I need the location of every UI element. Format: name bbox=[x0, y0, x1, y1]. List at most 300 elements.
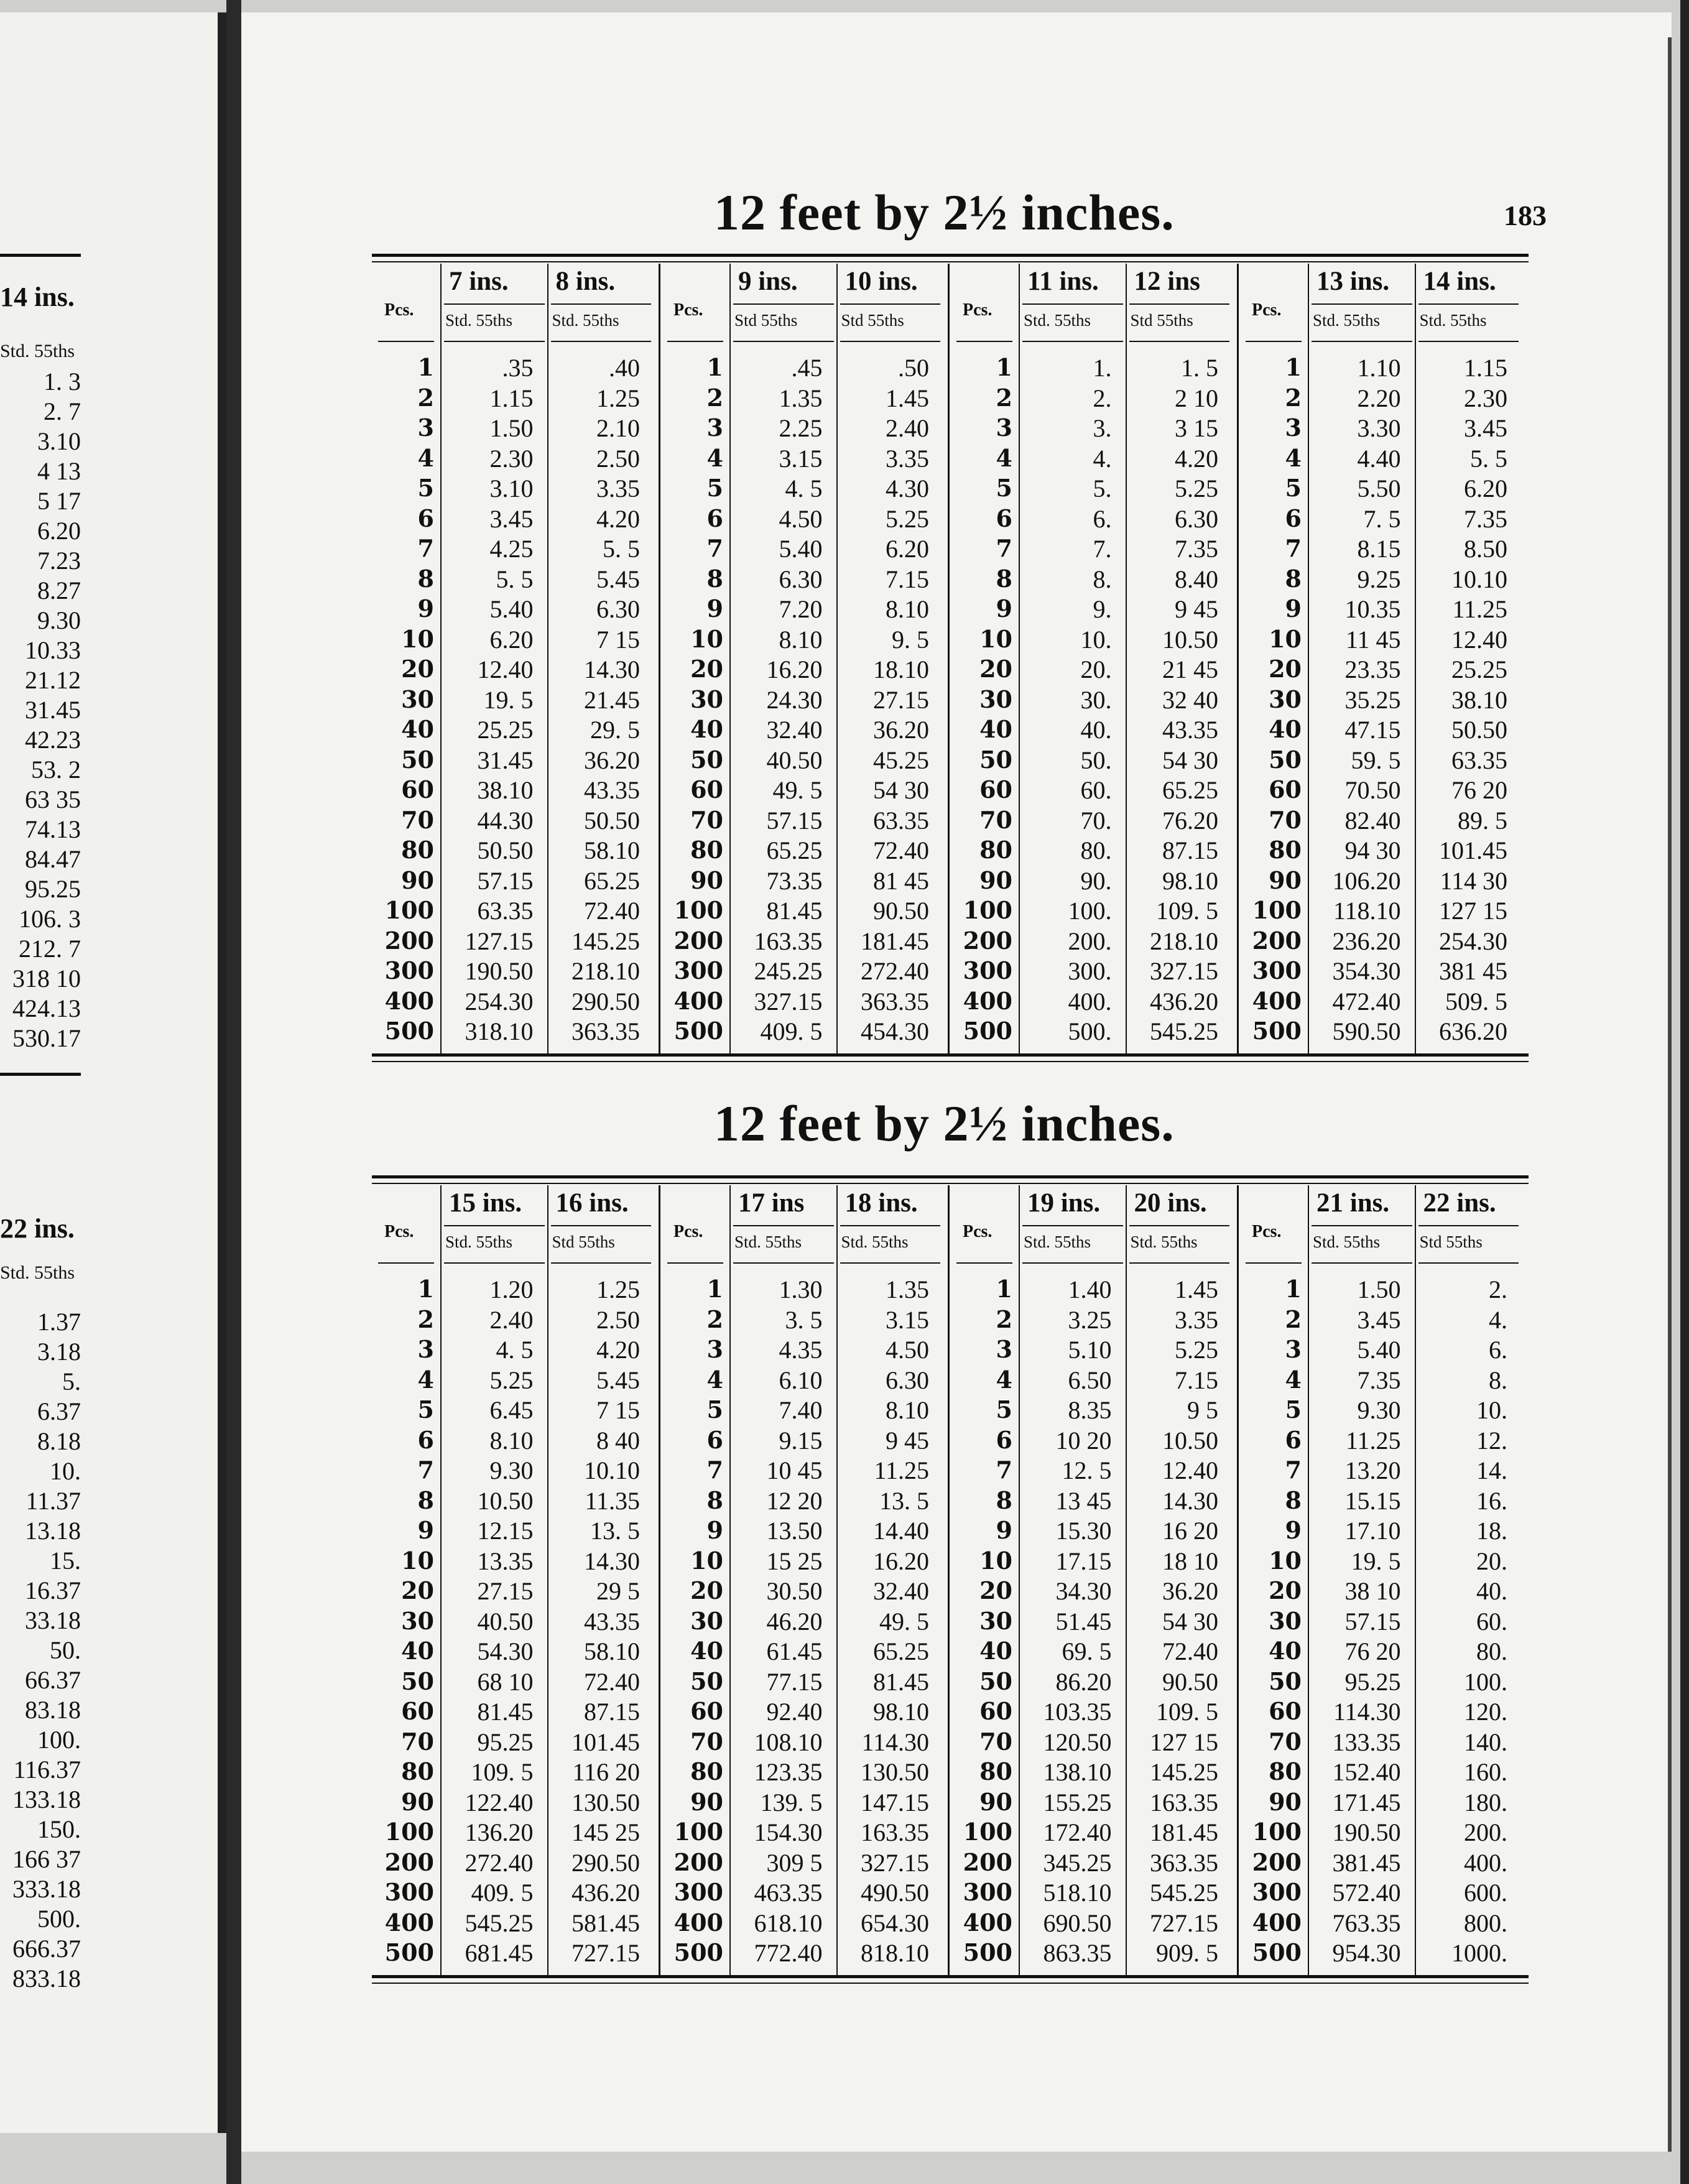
top-pcs-cell: 3 bbox=[996, 414, 1012, 442]
top-column-header-rule bbox=[840, 303, 941, 305]
top-table-cell: 1.15 bbox=[489, 384, 534, 412]
top-table-cell: 6.20 bbox=[1464, 474, 1507, 502]
bottom-pcs-cell: 30 bbox=[1269, 1606, 1302, 1635]
top-table-cell: 81.45 bbox=[766, 897, 823, 925]
top-table-cell: 4.30 bbox=[886, 474, 929, 502]
bottom-table-cell: 12. 5 bbox=[1062, 1456, 1112, 1484]
bottom-table-cell: 72.40 bbox=[584, 1667, 640, 1696]
top-pcs-cell: 200 bbox=[1252, 926, 1302, 955]
bottom-pcs-cell: 40 bbox=[690, 1637, 723, 1665]
bottom-table-cell: 40.50 bbox=[477, 1607, 534, 1636]
bottom-table-cell: 1.35 bbox=[886, 1275, 929, 1303]
bottom-table-cell: 95.25 bbox=[477, 1728, 534, 1756]
top-pcs-cell: 400 bbox=[384, 986, 434, 1015]
top-pcs-cell: 50 bbox=[1269, 745, 1302, 774]
bottom-table-cell: 727.15 bbox=[1150, 1909, 1218, 1937]
bottom-table-cell: 581.45 bbox=[571, 1909, 640, 1937]
top-table-cell: 245.25 bbox=[754, 957, 823, 985]
bottom-table-cell: 38 10 bbox=[1344, 1577, 1401, 1605]
bottom-pcs-cell: 7 bbox=[417, 1456, 434, 1484]
bottom-table-cell: 13 45 bbox=[1055, 1486, 1112, 1515]
top-table-cell: 109. 5 bbox=[1156, 897, 1218, 925]
left-bottom-subheader: Std. 55ths bbox=[0, 1262, 75, 1283]
bottom-table-cell: 409. 5 bbox=[471, 1879, 534, 1907]
bottom-table-cell: 618.10 bbox=[754, 1909, 823, 1937]
bottom-table-cell: 15.15 bbox=[1344, 1486, 1401, 1515]
top-table-cell: 1.45 bbox=[886, 384, 929, 412]
bottom-pcs-cell: 100 bbox=[963, 1818, 1012, 1846]
top-pcs-cell: 5 bbox=[1285, 474, 1302, 502]
top-pcs-cell: 5 bbox=[996, 474, 1012, 502]
bottom-pcs-cell: 10 bbox=[401, 1546, 434, 1575]
top-column-header-rule bbox=[444, 303, 545, 305]
bottom-pcs-cell: 100 bbox=[1252, 1818, 1302, 1846]
bottom-table-cell: 11.25 bbox=[874, 1456, 929, 1484]
top-pcs-cell: 1 bbox=[996, 353, 1012, 381]
top-column-header: 11 ins. bbox=[1027, 267, 1099, 296]
top-column-header: 13 ins. bbox=[1316, 267, 1390, 296]
top-column-subheader-rule bbox=[444, 341, 545, 342]
top-table-cell: 363.35 bbox=[571, 1017, 640, 1045]
top-table-cell: 218.10 bbox=[1150, 927, 1218, 955]
left-top-value: 5 17 bbox=[37, 487, 81, 515]
top-pcs-cell: 40 bbox=[690, 715, 723, 743]
bottom-pcs-cell: 10 bbox=[690, 1546, 723, 1575]
top-table-cell: 590.50 bbox=[1332, 1017, 1401, 1045]
top-table-cell: .45 bbox=[791, 354, 823, 382]
left-bottom-value: 8.18 bbox=[37, 1427, 81, 1455]
top-pcs-cell: 2 bbox=[996, 383, 1012, 412]
top-column-header-rule bbox=[1022, 303, 1123, 305]
bottom-table-cell: 13.20 bbox=[1344, 1456, 1401, 1484]
top-group-divider bbox=[948, 264, 950, 1053]
left-bottom-value: 83.18 bbox=[25, 1696, 81, 1724]
left-bottom-value: 100. bbox=[37, 1726, 81, 1754]
top-table-cell: 3. bbox=[1093, 414, 1112, 442]
bottom-pcs-cell: 5 bbox=[1285, 1395, 1302, 1423]
left-top-value: 106. 3 bbox=[19, 905, 81, 933]
bottom-pcs-cell: 90 bbox=[979, 1787, 1012, 1816]
bottom-table-cell: 7.35 bbox=[1357, 1366, 1401, 1394]
bottom-table-cell: 13.50 bbox=[766, 1517, 823, 1545]
bottom-table-cell: 130.50 bbox=[571, 1788, 640, 1816]
top-pcs-cell: 40 bbox=[401, 715, 434, 743]
top-table-cell: 43.35 bbox=[584, 776, 640, 804]
bottom-top-rule-1 bbox=[372, 1175, 1529, 1178]
top-table-cell: 145.25 bbox=[571, 927, 640, 955]
top-pcs-cell: 30 bbox=[401, 685, 434, 713]
bottom-table-cell: 18. bbox=[1476, 1517, 1507, 1545]
top-table-cell: 36.20 bbox=[873, 716, 929, 744]
top-table-cell: 5.40 bbox=[779, 535, 823, 563]
bottom-pcs-cell: 100 bbox=[673, 1818, 723, 1846]
top-table-cell: 5. bbox=[1093, 474, 1112, 502]
top-pcs-cell: 500 bbox=[1252, 1017, 1302, 1045]
bottom-pcs-cell: 2 bbox=[706, 1305, 723, 1333]
bottom-top-rule-2 bbox=[372, 1183, 1529, 1184]
bottom-table-cell: 81.45 bbox=[873, 1667, 929, 1696]
bottom-table-cell: 101.45 bbox=[571, 1728, 640, 1756]
bottom-table-cell: 46.20 bbox=[766, 1607, 823, 1636]
bottom-table-cell: 14.40 bbox=[873, 1517, 929, 1545]
top-pcs-cell: 10 bbox=[979, 624, 1012, 653]
top-pcs-cell: 1 bbox=[417, 353, 434, 381]
top-table-cell: 45.25 bbox=[873, 746, 929, 774]
top-table-cell: 1. 5 bbox=[1181, 354, 1218, 382]
top-pcs-cell: 100 bbox=[1252, 896, 1302, 924]
bottom-pcs-cell: 300 bbox=[673, 1878, 723, 1906]
bottom-table-cell: 40. bbox=[1476, 1577, 1507, 1605]
top-table-cell: 5. 5 bbox=[1470, 444, 1507, 473]
bottom-column-header-rule bbox=[1312, 1225, 1412, 1226]
top-table-cell: 58.10 bbox=[584, 836, 640, 864]
top-table-cell: 9.25 bbox=[1357, 565, 1401, 593]
bottom-table-cell: 11.25 bbox=[1345, 1426, 1401, 1455]
top-pcs-cell: 20 bbox=[690, 655, 723, 683]
bottom-table-cell: 54 30 bbox=[1162, 1607, 1218, 1636]
bottom-column-subheader: Std. 55ths bbox=[841, 1233, 909, 1251]
bottom-table-cell: 9.30 bbox=[489, 1456, 534, 1484]
top-pcs-cell: 50 bbox=[690, 745, 723, 774]
bottom-table-cell: 8. bbox=[1489, 1366, 1507, 1394]
left-top-bottom-rule bbox=[0, 1073, 81, 1076]
top-column-subheader: Std. 55ths bbox=[1024, 311, 1091, 330]
left-bottom-value: 6.37 bbox=[37, 1397, 81, 1425]
bottom-column-header: 16 ins. bbox=[555, 1188, 629, 1218]
top-column-subheader: Std. 55ths bbox=[1313, 311, 1381, 330]
bottom-column-subheader: Std. 55ths bbox=[734, 1233, 802, 1251]
bottom-table-cell: 327.15 bbox=[861, 1848, 929, 1877]
bottom-table-cell: 272.40 bbox=[465, 1848, 534, 1877]
bottom-table-cell: 123.35 bbox=[754, 1758, 823, 1786]
bottom-table-cell: 98.10 bbox=[873, 1698, 929, 1726]
top-table-cell: 32 40 bbox=[1162, 685, 1218, 714]
bottom-pcs-cell: 4 bbox=[1285, 1365, 1302, 1394]
top-pcs-cell: 4 bbox=[996, 443, 1012, 472]
bottom-table-cell: 120.50 bbox=[1043, 1728, 1112, 1756]
top-table-cell: 363.35 bbox=[861, 987, 929, 1016]
top-table-cell: 4.20 bbox=[1175, 444, 1218, 473]
left-top-value: 318 10 bbox=[12, 965, 81, 993]
top-table-cell: 7.35 bbox=[1175, 535, 1218, 563]
bottom-table-cell: 19. 5 bbox=[1351, 1547, 1401, 1575]
page-number: 183 bbox=[1504, 200, 1547, 231]
top-pcs-cell: 90 bbox=[401, 866, 434, 894]
bottom-table-cell: 43.35 bbox=[584, 1607, 640, 1636]
page-title-bottom: 12 feet by 2½ inches. bbox=[714, 1095, 1175, 1152]
bottom-table-cell: 200. bbox=[1464, 1818, 1507, 1846]
top-column-subheader: Std 55ths bbox=[841, 311, 904, 330]
bottom-table-cell: 9.30 bbox=[1357, 1396, 1401, 1424]
bottom-table-cell: 172.40 bbox=[1043, 1818, 1112, 1846]
bottom-table-cell: 490.50 bbox=[861, 1879, 929, 1907]
bottom-table-cell: 545.25 bbox=[1150, 1879, 1218, 1907]
left-bottom-value: 1.37 bbox=[37, 1308, 81, 1336]
bottom-table-cell: 6.50 bbox=[1068, 1366, 1112, 1394]
bottom-pcs-cell: 30 bbox=[690, 1606, 723, 1635]
bottom-pcs-cell: 40 bbox=[979, 1637, 1012, 1665]
left-top-value: 424.13 bbox=[12, 994, 81, 1022]
top-table-cell: 73.35 bbox=[766, 866, 823, 895]
top-table-cell: 1.25 bbox=[596, 384, 640, 412]
top-table-cell: 23.35 bbox=[1344, 655, 1401, 683]
bottom-pcs-cell: 10 bbox=[979, 1546, 1012, 1575]
bottom-pcs-cell: 50 bbox=[1269, 1667, 1302, 1695]
top-pcs-cell: 7 bbox=[417, 534, 434, 562]
left-bottom-value: 333.18 bbox=[12, 1875, 81, 1903]
top-table-cell: .35 bbox=[502, 354, 534, 382]
bottom-pcs-cell: 5 bbox=[417, 1395, 434, 1423]
bottom-table-cell: 116 20 bbox=[572, 1758, 640, 1786]
bottom-table-cell: 4. 5 bbox=[496, 1336, 534, 1364]
bottom-table-cell: 2. bbox=[1489, 1275, 1507, 1303]
top-pcs-cell: 6 bbox=[706, 504, 723, 532]
left-top-value: 4 13 bbox=[37, 457, 81, 485]
bottom-table-cell: 72.40 bbox=[1162, 1637, 1218, 1665]
bottom-table-cell: 154.30 bbox=[754, 1818, 823, 1846]
top-table-cell: 65.25 bbox=[1162, 776, 1218, 804]
top-table-cell: 3.45 bbox=[489, 504, 534, 533]
left-top-value: 53. 2 bbox=[31, 756, 81, 784]
top-table-cell: 354.30 bbox=[1332, 957, 1401, 985]
bottom-table-cell: 381.45 bbox=[1332, 1848, 1401, 1877]
top-pcs-cell: 20 bbox=[401, 655, 434, 683]
top-group-divider bbox=[1237, 264, 1239, 1053]
bottom-pcs-cell: 8 bbox=[706, 1486, 723, 1514]
top-pcs-cell: 100 bbox=[963, 896, 1012, 924]
left-top-value: 31.45 bbox=[25, 696, 81, 724]
top-pcs-cell: 5 bbox=[417, 474, 434, 502]
top-pcs-rule bbox=[378, 341, 434, 342]
top-pcs-cell: 80 bbox=[979, 836, 1012, 864]
bottom-pcs-cell: 30 bbox=[401, 1606, 434, 1635]
bottom-table-cell: 654.30 bbox=[861, 1909, 929, 1937]
left-top-value: 95.25 bbox=[25, 875, 81, 903]
bottom-table-cell: 12 20 bbox=[766, 1486, 823, 1515]
top-table-cell: 2.50 bbox=[596, 444, 640, 473]
top-pcs-cell: 100 bbox=[384, 896, 434, 924]
page-title-top: 12 feet by 2½ inches. bbox=[714, 184, 1175, 241]
bottom-table-cell: 103.35 bbox=[1043, 1698, 1112, 1726]
top-table-cell: 32.40 bbox=[766, 716, 823, 744]
top-table-cell: 4.40 bbox=[1357, 444, 1401, 473]
top-table-cell: 49. 5 bbox=[772, 776, 823, 804]
bottom-table-cell: 86.20 bbox=[1055, 1667, 1112, 1696]
top-pcs-cell: 6 bbox=[1285, 504, 1302, 532]
top-table-cell: 127.15 bbox=[465, 927, 534, 955]
top-column-subheader-rule bbox=[1022, 341, 1123, 342]
bottom-bottom-rule-1 bbox=[372, 1975, 1529, 1978]
top-table-cell: 190.50 bbox=[465, 957, 534, 985]
top-pcs-cell: 400 bbox=[963, 986, 1012, 1015]
top-table-cell: 7.20 bbox=[779, 595, 823, 623]
bottom-table-cell: 13.35 bbox=[477, 1547, 534, 1575]
left-top-value: 63 35 bbox=[25, 785, 81, 813]
bottom-bottom-rule-2 bbox=[372, 1983, 1529, 1984]
bottom-pcs-cell: 7 bbox=[996, 1456, 1012, 1484]
top-column-header: 10 ins. bbox=[844, 267, 918, 296]
top-pcs-cell: 300 bbox=[963, 956, 1012, 984]
bottom-table-cell: 27.15 bbox=[477, 1577, 534, 1605]
bottom-table-cell: 17.10 bbox=[1344, 1517, 1401, 1545]
bottom-pcs-header: Pcs. bbox=[1252, 1222, 1282, 1241]
bottom-pcs-rule bbox=[1246, 1262, 1302, 1264]
bottom-table-cell: 6.10 bbox=[779, 1366, 823, 1394]
top-table-cell: 5.25 bbox=[886, 504, 929, 533]
top-table-cell: 50.50 bbox=[477, 836, 534, 864]
top-column-subheader: Std. 55ths bbox=[1419, 311, 1487, 330]
bottom-table-cell: 136.20 bbox=[465, 1818, 534, 1846]
top-table-cell: 7.15 bbox=[886, 565, 929, 593]
top-table-cell: 8. bbox=[1093, 565, 1112, 593]
left-bottom-value: 133.18 bbox=[12, 1785, 81, 1813]
top-table-cell: 3.45 bbox=[1464, 414, 1507, 442]
top-column-subheader-rule bbox=[1418, 341, 1519, 342]
top-pcs-cell: 30 bbox=[979, 685, 1012, 713]
bottom-column-subheader-rule bbox=[733, 1262, 834, 1264]
top-table-cell: 181.45 bbox=[861, 927, 929, 955]
bottom-table-cell: 3.35 bbox=[1175, 1305, 1218, 1334]
top-table-cell: 76.20 bbox=[1162, 806, 1218, 835]
top-table-cell: 16.20 bbox=[766, 655, 823, 683]
bottom-column-subheader-rule bbox=[1129, 1262, 1230, 1264]
top-pcs-cell: 9 bbox=[1285, 595, 1302, 622]
top-table-cell: 10.35 bbox=[1344, 595, 1401, 623]
top-column-header-rule bbox=[1129, 303, 1230, 305]
top-table-cell: 8.50 bbox=[1464, 535, 1507, 563]
bottom-table-cell: 545.25 bbox=[465, 1909, 534, 1937]
left-top-subheader: Std. 55ths bbox=[0, 341, 75, 361]
top-column-header: 12 ins bbox=[1134, 267, 1200, 296]
bottom-table-cell: 127 15 bbox=[1150, 1728, 1218, 1756]
bottom-table-cell: 109. 5 bbox=[471, 1758, 534, 1786]
bottom-table-cell: 690.50 bbox=[1043, 1909, 1112, 1937]
bottom-table-cell: 114.30 bbox=[861, 1728, 929, 1756]
bottom-table-cell: 81.45 bbox=[477, 1698, 534, 1726]
bottom-column-subheader: Std 55ths bbox=[1419, 1233, 1483, 1251]
top-table-cell: 98.10 bbox=[1162, 866, 1218, 895]
top-table-cell: 1.15 bbox=[1464, 354, 1507, 382]
bottom-table-cell: 109. 5 bbox=[1156, 1698, 1218, 1726]
top-pcs-cell: 100 bbox=[673, 896, 723, 924]
top-table-cell: 1.50 bbox=[489, 414, 534, 442]
left-bottom-value: 10. bbox=[50, 1457, 81, 1485]
top-table-cell: 3.15 bbox=[779, 444, 823, 473]
top-pcs-cell: 4 bbox=[706, 443, 723, 472]
top-table-cell: 25.25 bbox=[1451, 655, 1507, 683]
top-table-cell: 6.30 bbox=[779, 565, 823, 593]
bottom-pcs-cell: 500 bbox=[673, 1938, 723, 1966]
top-table-cell: 290.50 bbox=[571, 987, 640, 1016]
top-table-cell: 9. 5 bbox=[892, 625, 929, 654]
top-table-cell: 3.30 bbox=[1357, 414, 1401, 442]
top-column-header-rule bbox=[733, 303, 834, 305]
left-top-value: 6.20 bbox=[37, 517, 81, 545]
top-column-subheader-rule bbox=[551, 341, 652, 342]
bottom-table-cell: 1.25 bbox=[596, 1275, 640, 1303]
bottom-pcs-cell: 300 bbox=[963, 1878, 1012, 1906]
bottom-column-header: 15 ins. bbox=[449, 1188, 522, 1218]
top-table-cell: 60. bbox=[1080, 776, 1112, 804]
top-table-cell: 81 45 bbox=[873, 866, 929, 895]
top-table-cell: 40.50 bbox=[766, 746, 823, 774]
top-table-cell: 236.20 bbox=[1332, 927, 1401, 955]
left-top-value: 212. 7 bbox=[19, 935, 81, 963]
top-table-cell: 31.45 bbox=[477, 746, 534, 774]
top-top-rule-1 bbox=[372, 254, 1529, 257]
top-table-cell: 6.30 bbox=[1175, 504, 1218, 533]
top-table-cell: 1. bbox=[1093, 354, 1112, 382]
top-pcs-cell: 20 bbox=[1269, 655, 1302, 683]
top-pcs-cell: 4 bbox=[1285, 443, 1302, 472]
top-table-cell: 9. bbox=[1093, 595, 1112, 623]
bottom-pcs-cell: 9 bbox=[1285, 1516, 1302, 1544]
top-table-cell: 272.40 bbox=[861, 957, 929, 985]
top-pcs-rule bbox=[956, 341, 1012, 342]
top-pcs-cell: 60 bbox=[690, 775, 723, 803]
bottom-pcs-cell: 200 bbox=[1252, 1848, 1302, 1876]
bottom-column-header: 21 ins. bbox=[1316, 1188, 1390, 1218]
bottom-table-cell: 4.35 bbox=[779, 1336, 823, 1364]
top-table-cell: 1.35 bbox=[779, 384, 823, 412]
bottom-column-header: 19 ins. bbox=[1027, 1188, 1101, 1218]
bottom-table-cell: 5.45 bbox=[596, 1366, 640, 1394]
bottom-table-cell: 772.40 bbox=[754, 1939, 823, 1967]
bottom-pcs-cell: 70 bbox=[690, 1727, 723, 1756]
bottom-column-subheader: Std. 55ths bbox=[1130, 1233, 1198, 1251]
top-column-subheader-rule bbox=[1312, 341, 1412, 342]
top-pcs-cell: 80 bbox=[401, 836, 434, 864]
bottom-table-cell: 1.50 bbox=[1357, 1275, 1401, 1303]
page-edge-shadow bbox=[1668, 37, 1672, 2152]
bottom-table-cell: 954.30 bbox=[1332, 1939, 1401, 1967]
bottom-column-header-rule bbox=[1022, 1225, 1123, 1226]
top-table-cell: 11 45 bbox=[1345, 625, 1401, 654]
top-pcs-cell: 70 bbox=[979, 805, 1012, 834]
bottom-table-cell: 8.10 bbox=[886, 1396, 929, 1424]
bottom-pcs-cell: 50 bbox=[401, 1667, 434, 1695]
top-pcs-cell: 3 bbox=[1285, 414, 1302, 442]
top-pcs-cell: 400 bbox=[673, 986, 723, 1015]
top-table-cell: 218.10 bbox=[571, 957, 640, 985]
bottom-pcs-cell: 80 bbox=[690, 1757, 723, 1785]
left-bottom-value: 166 37 bbox=[12, 1845, 81, 1873]
bottom-table-cell: 5.25 bbox=[489, 1366, 534, 1394]
top-table-cell: 20. bbox=[1080, 655, 1112, 683]
top-pcs-cell: 90 bbox=[1269, 866, 1302, 894]
bottom-table-cell: 140. bbox=[1464, 1728, 1507, 1756]
bottom-pcs-cell: 9 bbox=[706, 1516, 723, 1544]
top-table-cell: 4. 5 bbox=[785, 474, 823, 502]
bottom-pcs-cell: 80 bbox=[401, 1757, 434, 1785]
top-table-cell: .40 bbox=[609, 354, 640, 382]
top-table-cell: 127 15 bbox=[1439, 897, 1507, 925]
left-bottom-value: 5. bbox=[62, 1367, 81, 1395]
top-pcs-cell: 60 bbox=[979, 775, 1012, 803]
bottom-table-cell: 436.20 bbox=[571, 1879, 640, 1907]
bottom-column-header-rule bbox=[444, 1225, 545, 1226]
bottom-pcs-cell: 90 bbox=[1269, 1787, 1302, 1816]
top-table-cell: 6.20 bbox=[886, 535, 929, 563]
top-table-cell: 436.20 bbox=[1150, 987, 1218, 1016]
top-table-cell: 18.10 bbox=[873, 655, 929, 683]
bottom-table-cell: 800. bbox=[1464, 1909, 1507, 1937]
top-table-cell: 2. bbox=[1093, 384, 1112, 412]
top-pcs-cell: 3 bbox=[706, 414, 723, 442]
bottom-column-subheader-rule bbox=[840, 1262, 941, 1264]
top-pcs-cell: 9 bbox=[706, 595, 723, 622]
bottom-table-cell: 69. 5 bbox=[1062, 1637, 1112, 1665]
